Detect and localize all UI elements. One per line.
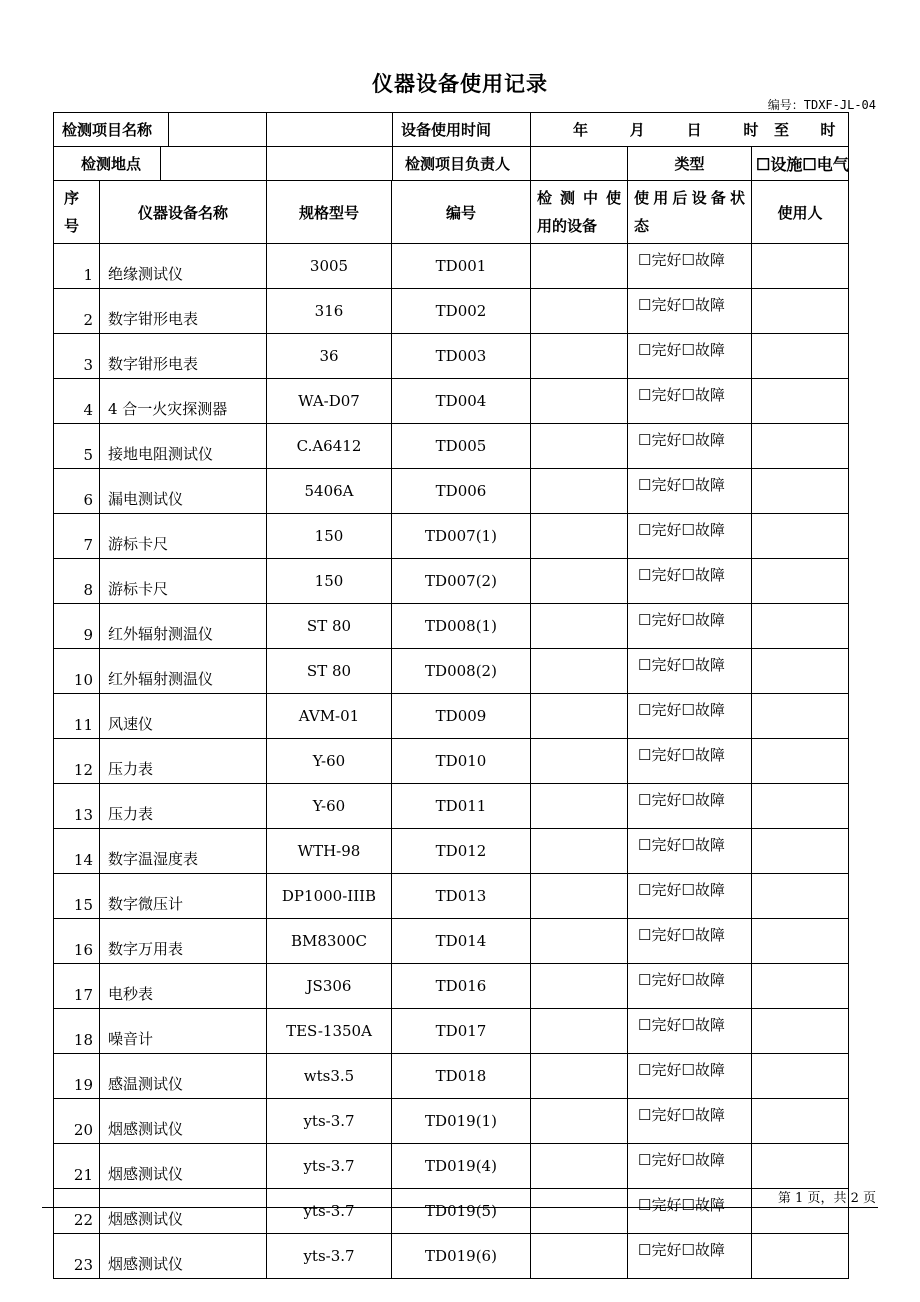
- table-row: [54, 964, 849, 1009]
- row-equipment-name: 数字温湿度表: [100, 829, 267, 874]
- row-equipment-name: 压力表: [100, 784, 267, 829]
- row-user[interactable]: [752, 1054, 849, 1099]
- row-status-checkboxes[interactable]: ☐完好☐故障: [628, 784, 752, 829]
- equipment-rows: [54, 244, 849, 1279]
- row-code: TD006: [392, 469, 531, 514]
- row-used-equipment[interactable]: [531, 1009, 628, 1054]
- row-user[interactable]: [752, 424, 849, 469]
- row-status-checkboxes[interactable]: ☐完好☐故障: [628, 244, 752, 289]
- row-model: yts-3.7: [267, 1189, 392, 1234]
- row-status-checkboxes[interactable]: ☐完好☐故障: [628, 964, 752, 1009]
- equipment-usage-table: [53, 112, 849, 1279]
- table-row: [54, 829, 849, 874]
- row-seq: 7: [54, 514, 100, 559]
- row-equipment-name: 烟感测试仪: [100, 1234, 267, 1279]
- table-row: [54, 919, 849, 964]
- row-code: TD016: [392, 964, 531, 1009]
- table-row: [54, 694, 849, 739]
- row-equipment-name: 数字万用表: [100, 919, 267, 964]
- project-name-label: 检测项目名称: [62, 121, 153, 139]
- table-row: [54, 1144, 849, 1189]
- row-used-equipment[interactable]: [531, 784, 628, 829]
- row-seq: 13: [54, 784, 100, 829]
- row-status-checkboxes[interactable]: ☐完好☐故障: [628, 559, 752, 604]
- row-code: TD003: [392, 334, 531, 379]
- col-used-equipment: 检测中使 用的设备: [531, 181, 628, 244]
- row-code: TD012: [392, 829, 531, 874]
- row-user[interactable]: [752, 289, 849, 334]
- row-seq: 20: [54, 1099, 100, 1144]
- row-status-checkboxes[interactable]: ☐完好☐故障: [628, 1009, 752, 1054]
- row-code: TD007(2): [392, 559, 531, 604]
- row-used-equipment[interactable]: [531, 514, 628, 559]
- row-used-equipment[interactable]: [531, 919, 628, 964]
- row-model: AVM-01: [267, 694, 392, 739]
- row-equipment-name: 游标卡尺: [100, 514, 267, 559]
- row-seq: 23: [54, 1234, 100, 1279]
- row-user[interactable]: [752, 784, 849, 829]
- location-field[interactable]: [160, 147, 266, 180]
- col-seq: 序 号: [54, 181, 100, 244]
- row-used-equipment[interactable]: [531, 379, 628, 424]
- row-used-equipment[interactable]: [531, 1099, 628, 1144]
- location-field-cont[interactable]: [267, 147, 392, 180]
- row-status-checkboxes[interactable]: ☐完好☐故障: [628, 739, 752, 784]
- row-code: TD018: [392, 1054, 531, 1099]
- table-row: [54, 1099, 849, 1144]
- row-user[interactable]: [752, 334, 849, 379]
- row-model: 36: [267, 334, 392, 379]
- row-seq: 10: [54, 649, 100, 694]
- row-code: TD019(6): [392, 1234, 531, 1279]
- row-used-equipment[interactable]: [531, 739, 628, 784]
- row-code: TD001: [392, 244, 531, 289]
- row-code: TD009: [392, 694, 531, 739]
- row-seq: 18: [54, 1009, 100, 1054]
- row-equipment-name: 数字钳形电表: [100, 334, 267, 379]
- table-row: [54, 379, 849, 424]
- col-status: 使用后设备状 态: [628, 181, 752, 244]
- row-used-equipment[interactable]: [531, 334, 628, 379]
- row-code: TD013: [392, 874, 531, 919]
- row-equipment-name: 红外辐射测温仪: [100, 649, 267, 694]
- table-row: [54, 784, 849, 829]
- row-code: TD002: [392, 289, 531, 334]
- row-code: TD019(5): [392, 1189, 531, 1234]
- row-status-checkboxes[interactable]: ☐完好☐故障: [628, 604, 752, 649]
- table-row: [54, 334, 849, 379]
- table-row: [54, 424, 849, 469]
- row-code: TD008(1): [392, 604, 531, 649]
- row-status-checkboxes[interactable]: ☐完好☐故障: [628, 874, 752, 919]
- row-used-equipment[interactable]: [531, 1189, 628, 1234]
- table-row: [54, 559, 849, 604]
- table-row: [54, 1009, 849, 1054]
- row-status-checkboxes[interactable]: ☐完好☐故障: [628, 1234, 752, 1279]
- row-equipment-name: 烟感测试仪: [100, 1099, 267, 1144]
- row-used-equipment[interactable]: [531, 649, 628, 694]
- row-model: yts-3.7: [267, 1234, 392, 1279]
- usage-time-field[interactable]: 年 月 日 时 至 时: [531, 113, 849, 147]
- row-status-checkboxes[interactable]: ☐完好☐故障: [628, 1189, 752, 1234]
- table-row: [54, 739, 849, 784]
- document-title: 仪器设备使用记录: [372, 71, 548, 96]
- row-model: WA-D07: [267, 379, 392, 424]
- row-status-checkboxes[interactable]: ☐完好☐故障: [628, 469, 752, 514]
- row-user[interactable]: [752, 874, 849, 919]
- header-row-project: [54, 113, 849, 147]
- row-equipment-name: 红外辐射测温仪: [100, 604, 267, 649]
- row-status-checkboxes[interactable]: ☐完好☐故障: [628, 1054, 752, 1099]
- row-code: TD010: [392, 739, 531, 784]
- row-code: TD019(4): [392, 1144, 531, 1189]
- project-name-field-cont[interactable]: [267, 113, 392, 146]
- type-label: 类型: [628, 147, 752, 181]
- row-user[interactable]: [752, 694, 849, 739]
- row-status-checkboxes[interactable]: ☐完好☐故障: [628, 424, 752, 469]
- row-model: BM8300C: [267, 919, 392, 964]
- row-user[interactable]: [752, 1234, 849, 1279]
- row-equipment-name: 漏电测试仪: [100, 469, 267, 514]
- row-model: 150: [267, 514, 392, 559]
- row-user[interactable]: [752, 964, 849, 1009]
- row-used-equipment[interactable]: [531, 874, 628, 919]
- row-seq: 1: [54, 244, 100, 289]
- row-user[interactable]: [752, 1099, 849, 1144]
- row-used-equipment[interactable]: [531, 244, 628, 289]
- row-equipment-name: 风速仪: [100, 694, 267, 739]
- row-seq: 8: [54, 559, 100, 604]
- table-row: [54, 244, 849, 289]
- row-model: TES-1350A: [267, 1009, 392, 1054]
- row-model: wts3.5: [267, 1054, 392, 1099]
- col-code: 编号: [392, 181, 531, 244]
- row-equipment-name: 烟感测试仪: [100, 1144, 267, 1189]
- row-user[interactable]: [752, 469, 849, 514]
- row-equipment-name: 游标卡尺: [100, 559, 267, 604]
- row-user[interactable]: [752, 379, 849, 424]
- table-row: [54, 874, 849, 919]
- manager-field[interactable]: [531, 147, 628, 181]
- row-model: ST 80: [267, 604, 392, 649]
- usage-time-label: 设备使用时间: [392, 113, 530, 146]
- row-seq: 6: [54, 469, 100, 514]
- row-status-checkboxes[interactable]: ☐完好☐故障: [628, 649, 752, 694]
- document-number: 编号：TDXF-JL-04: [767, 98, 876, 112]
- row-code: TD014: [392, 919, 531, 964]
- row-status-checkboxes[interactable]: ☐完好☐故障: [628, 334, 752, 379]
- type-options[interactable]: ☐设施☐电气: [752, 147, 849, 181]
- row-status-checkboxes[interactable]: ☐完好☐故障: [628, 1144, 752, 1189]
- table-row: [54, 1189, 849, 1234]
- col-model: 规格型号: [267, 181, 392, 244]
- row-used-equipment[interactable]: [531, 694, 628, 739]
- header-row-location: [54, 147, 849, 181]
- row-equipment-name: 烟感测试仪: [100, 1189, 267, 1234]
- row-seq: 4: [54, 379, 100, 424]
- row-seq: 3: [54, 334, 100, 379]
- row-seq: 17: [54, 964, 100, 1009]
- table-row: [54, 604, 849, 649]
- table-row: [54, 1234, 849, 1279]
- row-equipment-name: 感温测试仪: [100, 1054, 267, 1099]
- row-model: WTH-98: [267, 829, 392, 874]
- row-seq: 22: [54, 1189, 100, 1234]
- row-user[interactable]: [752, 559, 849, 604]
- row-status-checkboxes[interactable]: ☐完好☐故障: [628, 694, 752, 739]
- footer-divider: [42, 1207, 878, 1208]
- table-row: [54, 649, 849, 694]
- row-model: 316: [267, 289, 392, 334]
- row-user[interactable]: [752, 1009, 849, 1054]
- row-used-equipment[interactable]: [531, 829, 628, 874]
- row-status-checkboxes[interactable]: ☐完好☐故障: [628, 919, 752, 964]
- row-model: yts-3.7: [267, 1144, 392, 1189]
- row-equipment-name: 4 合一火灾探测器: [100, 379, 267, 424]
- manager-label: 检测项目负责人: [392, 147, 530, 180]
- row-status-checkboxes[interactable]: ☐完好☐故障: [628, 829, 752, 874]
- row-code: TD017: [392, 1009, 531, 1054]
- row-user[interactable]: [752, 604, 849, 649]
- row-model: JS306: [267, 964, 392, 1009]
- row-used-equipment[interactable]: [531, 469, 628, 514]
- row-model: 150: [267, 559, 392, 604]
- row-equipment-name: 数字钳形电表: [100, 289, 267, 334]
- row-seq: 21: [54, 1144, 100, 1189]
- row-seq: 5: [54, 424, 100, 469]
- table-row: [54, 469, 849, 514]
- row-code: TD005: [392, 424, 531, 469]
- row-equipment-name: 电秒表: [100, 964, 267, 1009]
- row-used-equipment[interactable]: [531, 559, 628, 604]
- row-model: Y-60: [267, 784, 392, 829]
- row-code: TD007(1): [392, 514, 531, 559]
- row-seq: 16: [54, 919, 100, 964]
- row-equipment-name: 噪音计: [100, 1009, 267, 1054]
- col-name: 仪器设备名称: [100, 181, 267, 244]
- row-model: yts-3.7: [267, 1099, 392, 1144]
- row-model: ST 80: [267, 649, 392, 694]
- table-row: [54, 514, 849, 559]
- column-header-row: [54, 181, 849, 244]
- row-model: 5406A: [267, 469, 392, 514]
- row-model: 3005: [267, 244, 392, 289]
- row-used-equipment[interactable]: [531, 1144, 628, 1189]
- row-model: Y-60: [267, 739, 392, 784]
- page-footer: 第 1 页，共 2 页: [777, 1191, 876, 1206]
- row-equipment-name: 接地电阻测试仪: [100, 424, 267, 469]
- row-user[interactable]: [752, 829, 849, 874]
- row-used-equipment[interactable]: [531, 964, 628, 1009]
- row-used-equipment[interactable]: [531, 289, 628, 334]
- row-status-checkboxes[interactable]: ☐完好☐故障: [628, 514, 752, 559]
- row-used-equipment[interactable]: [531, 604, 628, 649]
- row-used-equipment[interactable]: [531, 1234, 628, 1279]
- row-user[interactable]: [752, 649, 849, 694]
- location-label: 检测地点: [80, 155, 141, 173]
- row-used-equipment[interactable]: [531, 424, 628, 469]
- col-user: 使用人: [752, 181, 849, 244]
- row-equipment-name: 压力表: [100, 739, 267, 784]
- row-user[interactable]: [752, 919, 849, 964]
- row-code: TD019(1): [392, 1099, 531, 1144]
- row-user[interactable]: [752, 514, 849, 559]
- row-equipment-name: 数字微压计: [100, 874, 267, 919]
- table-row: [54, 1054, 849, 1099]
- row-seq: 15: [54, 874, 100, 919]
- row-code: TD008(2): [392, 649, 531, 694]
- row-equipment-name: 绝缘测试仪: [100, 244, 267, 289]
- row-model: DP1000-IIIB: [267, 874, 392, 919]
- row-user[interactable]: [752, 244, 849, 289]
- row-user[interactable]: [752, 1144, 849, 1189]
- row-model: C.A6412: [267, 424, 392, 469]
- row-used-equipment[interactable]: [531, 1054, 628, 1099]
- project-name-field[interactable]: [168, 113, 266, 146]
- row-seq: 14: [54, 829, 100, 874]
- row-status-checkboxes[interactable]: ☐完好☐故障: [628, 379, 752, 424]
- row-user[interactable]: [752, 739, 849, 784]
- row-seq: 19: [54, 1054, 100, 1099]
- row-code: TD004: [392, 379, 531, 424]
- row-code: TD011: [392, 784, 531, 829]
- row-seq: 2: [54, 289, 100, 334]
- row-status-checkboxes[interactable]: ☐完好☐故障: [628, 289, 752, 334]
- row-seq: 9: [54, 604, 100, 649]
- row-status-checkboxes[interactable]: ☐完好☐故障: [628, 1099, 752, 1144]
- table-row: [54, 289, 849, 334]
- row-seq: 12: [54, 739, 100, 784]
- row-seq: 11: [54, 694, 100, 739]
